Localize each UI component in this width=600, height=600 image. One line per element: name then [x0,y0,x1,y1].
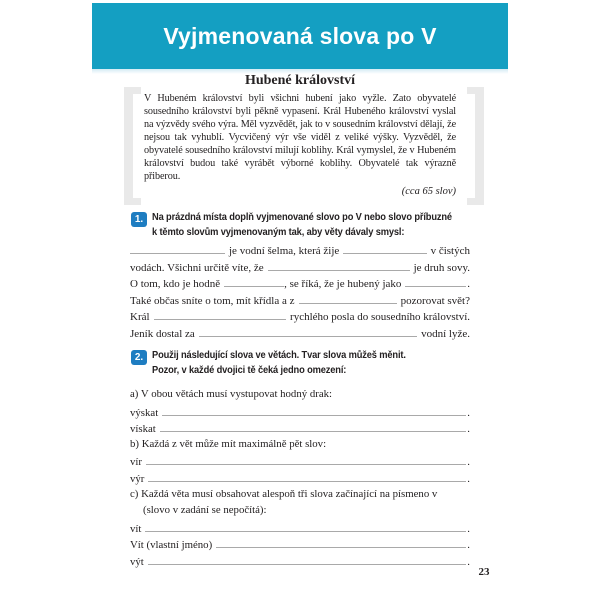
subtask-c-label-line-1: c) Každá věta musí obsahovat alespoň tři slova začínající na písmeno v [130,487,438,500]
fill-line-text: . [467,522,470,535]
answer-blank [148,471,466,482]
answer-blank [199,326,417,337]
word-fill-line [130,471,470,488]
story-title: Hubené království [244,73,356,88]
word-fill-line [130,554,470,571]
answer-blank [154,309,287,320]
answer-blank [343,243,426,254]
exercise-2-instruction [152,349,459,379]
fill-line [130,260,470,277]
answer-blank [224,276,284,287]
answer-blank [405,276,466,287]
answer-blank [145,521,466,532]
fill-line-text: rychlého posla do sousedního království. [290,311,470,323]
fill-line-text: Jeník dostal za [130,327,195,340]
exercise-1-fill-lines [130,243,470,342]
fill-line-text: Král [130,311,150,323]
right-bracket-decoration [467,87,484,205]
fill-line-text: . [467,539,470,552]
fill-line-text: , se říká, že je hubený jako [284,278,402,290]
fill-line-text: vodách. Všichni určitě víte, že [130,261,264,274]
prompt-word: vískat [130,423,156,436]
fill-line [130,293,470,310]
prompt-word: výt [130,555,144,568]
exercise-1-instruction [152,211,459,241]
fill-line-text: pozorovat svět? [400,294,470,307]
fill-line [130,326,470,343]
prompt-word: Vít (vlastní jméno) [130,539,213,552]
fill-line-text: v čistých [430,245,470,257]
exercise-1-instruction-line-1: Na prázdná místa doplň vyjmenované slovo po V nebo slovo příbuzné [152,212,452,223]
subtask-c-label-line-2: (slovo v zadání se nepočítá): [143,504,267,517]
answer-blank [299,293,397,304]
answer-blank [162,405,466,416]
word-fill-line [130,421,470,438]
fill-line-text: . [467,406,470,419]
subtask-a-label: a) V obou větách musí vystupovat hodný drak: [130,388,333,400]
subtask-b-label: b) Každá z vět může mít maximálně pět slov: [130,437,327,450]
prompt-word: vír [130,456,142,469]
exercise-2-subtasks [130,388,470,571]
answer-blank [148,554,467,565]
answer-blank [216,537,466,548]
prompt-word: výskat [130,406,159,419]
answer-blank [160,421,467,432]
fill-line [130,309,470,326]
story-word-count: (cca 65 slov) [401,186,456,197]
exercise-2-badge: 2. [131,350,147,365]
fill-line-text: vodní lyže. [421,327,470,340]
prompt-word: vít [130,522,142,535]
fill-line-text: O tom, kdo je hodně [130,278,221,290]
fill-line-text: . [467,456,470,469]
word-fill-line [130,521,470,538]
fill-line-text: . [467,423,470,436]
story-paragraph: V Hubeném království byli všichni hubení jako vyžle. Zato obyvatelé sousedního království byli pěkně vypasení. Král Hubeného království vyslal na výzvědy svého výra. Měl vyzvědět, jak to v sousedním království dělají, že nejsou tak vyhublí. Vycvičený výr vše viděl z veliké výšky. Vyzvěděl, že obyvatelé sousedního království milují koblihy. Král vymyslel, že v Hubeném království budou také vyrábět výborné koblihy. Obyvatelé tak výrazně přiberou. [144,93,456,182]
exercise-2-instruction-line-2: Pozor, v každé dvojici tě čeká jedno omezení: [152,364,347,376]
fill-line [130,243,470,260]
left-bracket-decoration [124,87,141,205]
fill-line-text: je druh sovy. [413,261,470,274]
fill-line-text: . [467,555,470,568]
word-fill-line [130,454,470,471]
fill-line-text: Také občas sníte o tom, mít křídla a z [130,294,295,307]
answer-blank [268,260,410,271]
word-fill-line [130,405,470,422]
fill-line-text: . [467,278,470,290]
chapter-banner [92,3,508,69]
fill-line-text: . [467,472,470,485]
page-number: 23 [478,566,490,578]
prompt-word: výr [130,472,145,485]
answer-blank [146,454,466,465]
fill-line-text: je vodní šelma, která žije [229,245,340,257]
word-fill-line [130,537,470,554]
exercise-1-instruction-line-2: k těmto slovům vyjmenovaným tak, aby věty dávaly smysl: [152,226,405,238]
answer-blank [130,243,225,254]
exercise-2-instruction-line-1: Použij následující slova ve větách. Tvar slova můžeš měnit. [152,350,406,361]
fill-line [130,276,470,293]
exercise-1-badge: 1. [131,212,147,227]
chapter-title: Vyjmenovaná slova po V [163,22,437,49]
